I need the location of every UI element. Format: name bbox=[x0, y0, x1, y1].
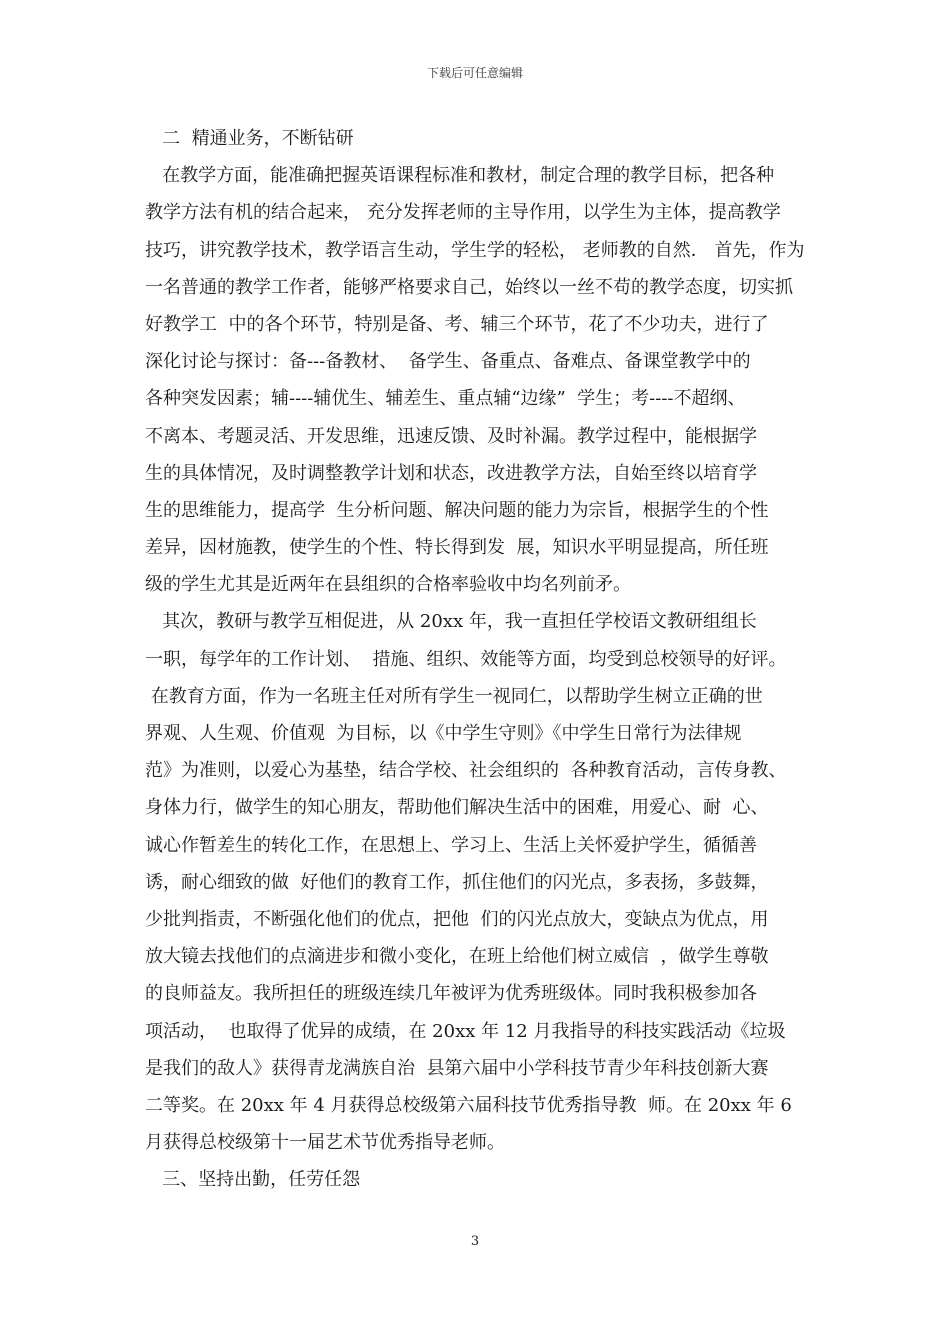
body-line: 生的思维能力，提高学 生分析问题、解决问题的能力为宗旨，根据学生的个性 bbox=[145, 499, 769, 521]
body-line: 月获得总校级第十一届艺术节优秀指导老师。 bbox=[145, 1132, 505, 1154]
body-line: 教学方法有机的结合起来， 充分发挥老师的主导作用，以学生为主体，提高教学 bbox=[145, 202, 781, 224]
body-line: 好教学工 中的各个环节，特别是备、考、辅三个环节，花了不少功夫，进行了 bbox=[145, 313, 769, 335]
body-line: 界观、人生观、价值观 为目标，以《中学生守则》《中学生日常行为法律规 bbox=[145, 723, 742, 744]
body-line: 少批判指责，不断强化他们的优点，把他 们的闪光点放大，变缺点为优点，用 bbox=[145, 908, 769, 930]
body-line: 范》为准则，以爱心为基垫，结合学校、社会组织的 各种教育活动，言传身教、 bbox=[145, 760, 787, 782]
body-line: 一名普通的教学工作者，能够严格要求自己，始终以一丝不苟的教学态度，切实抓 bbox=[145, 276, 793, 298]
body-line: 其次，教研与教学互相促进，从 20xx 年，我一直担任学校语文教研组组长 bbox=[145, 611, 757, 633]
body-line: 是我们的敌人》获得青龙满族自治 县第六届中小学科技节青少年科技创新大赛 bbox=[145, 1057, 769, 1079]
body-line: 在教育方面，作为一名班主任对所有学生一视同仁，以帮助学生树立正确的世 bbox=[145, 685, 763, 707]
body-line: 诱，耐心细致的做 好他们的教育工作，抓住他们的闪光点，多表扬，多鼓舞， bbox=[145, 871, 769, 893]
body-line: 深化讨论与探讨：备---备教材、 备学生、备重点、备难点、备课堂教学中的 bbox=[145, 351, 751, 373]
page-number: 3 bbox=[470, 1234, 480, 1249]
body-line: 一职，每学年的工作计划、 措施、组织、效能等方面，均受到总校领导的好评。 bbox=[145, 648, 787, 670]
body-line: 生的具体情况，及时调整教学计划和状态，改进教学方法，自始至终以培育学 bbox=[145, 462, 757, 484]
body-line: 诚心作暂差生的转化工作，在思想上、学习上、生活上关怀爱护学生，循循善 bbox=[145, 834, 757, 856]
page-header-note: 下载后可任意编辑 bbox=[426, 66, 523, 80]
body-line: 差异，因材施教，使学生的个性、特长得到发 展，知识水平明显提高，所任班 bbox=[145, 537, 769, 559]
body-line: 在教学方面，能准确把握英语课程标准和教材，制定合理的教学目标，把各种 bbox=[145, 165, 775, 187]
body-line: 不离本、考题灵活、开发思维，迅速反馈、及时补漏。教学过程中，能根据学 bbox=[145, 425, 757, 447]
body-line: 二等奖。在 20xx 年 4 月获得总校级第六届科技节优秀指导教 师。在 20xx 年 6 bbox=[145, 1094, 792, 1116]
body-line: 放大镜去找他们的点滴进步和微小变化，在班上给他们树立威信 ，做学生尊敬 bbox=[145, 946, 769, 968]
body-line: 二 精通业务，不断钻研 bbox=[145, 128, 354, 149]
body-line: 项活动， 也取得了优异的成绩，在 20xx 年 12 月我指导的科技实践活动《垃圾 bbox=[145, 1020, 786, 1042]
document-body bbox=[145, 120, 835, 1198]
body-line: 技巧，讲究教学技术，教学语言生动，学生学的轻松， 老师教的自然． 首先，作为 bbox=[145, 239, 805, 261]
body-line: 三、坚持出勤，任劳任怨 bbox=[145, 1169, 361, 1191]
body-line: 级的学生尤其是近两年在县组织的合格率验收中均名列前矛。 bbox=[145, 574, 631, 596]
body-line: 的良师益友。我所担任的班级连续几年被评为优秀班级体。同时我积极参加各 bbox=[145, 983, 757, 1005]
body-line: 身体力行，做学生的知心朋友，帮助他们解决生活中的困难，用爱心、耐 心、 bbox=[145, 797, 769, 819]
body-line: 各种突发因素；辅----辅优生、辅差生、重点辅“边缘” 学生；考----不超纲、 bbox=[145, 388, 746, 410]
